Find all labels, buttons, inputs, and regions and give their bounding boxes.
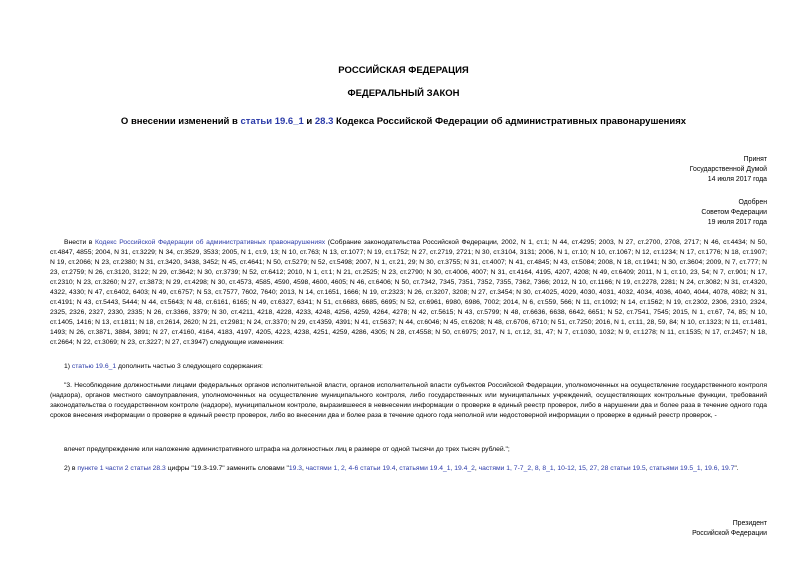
item1-suffix: дополнить частью 3 следующего содержания:: [116, 363, 263, 370]
approved-line2: Советом Федерации: [701, 209, 767, 216]
item1-prefix: 1): [64, 363, 72, 370]
item2-link-19-5-1[interactable]: статьями 19.5_1, 19.6, 19.7: [649, 465, 735, 472]
subject-link-article-28-3[interactable]: 28.3: [314, 116, 334, 127]
accepted-date: 14 июля 2017 года: [707, 176, 767, 183]
item2-paragraph: [50, 464, 767, 474]
item1-link[interactable]: статью 19.6_1: [71, 363, 117, 370]
country-title: РОССИЙСКАЯ ФЕДЕРАЦИЯ: [338, 65, 469, 76]
item2-sep2: ,: [395, 465, 400, 472]
accepted-block: [690, 155, 767, 185]
approved-date: 19 июля 2017 года: [707, 219, 767, 226]
item2-link-19-5[interactable]: частями 1, 7-7_2, 8, 8_1, 10-12, 15, 27, 28 статьи 19.5: [478, 465, 646, 472]
item2-link-19-4-1[interactable]: статьями 19.4_1, 19.4_2: [399, 465, 475, 472]
item2-link-19-4[interactable]: частями 1, 2, 4-6 статьи 19.4: [305, 465, 396, 472]
subject-mid: и: [303, 116, 315, 127]
approved-block: [701, 198, 767, 228]
law-subject-title: [0, 116, 807, 127]
accepted-line2: Государственной Думой: [689, 166, 767, 173]
item1-paragraph: [50, 362, 767, 372]
accepted-line1: Принят: [743, 156, 767, 163]
item2-mid: цифры "19.3-19.7" заменить словами ": [165, 465, 289, 472]
item2-sep3: ,: [474, 465, 479, 472]
item2-end: ".: [734, 465, 739, 472]
item2-sep1: ,: [302, 465, 306, 472]
item2-link-19-3[interactable]: 19.3: [288, 465, 303, 472]
item2-sep4: ,: [645, 465, 650, 472]
subject-suffix: Кодекса Российской Федерации об административных правонарушениях: [333, 116, 687, 127]
signature-title: Президент: [732, 520, 767, 527]
signature-country: Российской Федерации: [692, 530, 767, 537]
quoted-part-3: "3. Несоблюдение должностными лицами федеральных органов исполнительной власти, органов исполнительной власти субъектов Российской Федерации, уполномоченных на осуществление государственного контроля (надзора), органов местного самоуправления, уполномоченных на осуществление муниципального контроля, либо государственных или муниципальных учреждений, осуществляющих контрольные функции, требований законодательства о государственном контроле (надзоре), муниципальном контроле, выразившееся в невнесении информации о проверке в единый реестр проверок, либо в нарушении два и более раза в течение одного года сроков внесения информации о проверке в единый реестр проверок, либо во внесении два и более раза в течение одного года неполной или недостоверной информации о проверке в единый реестр проверок, -: [50, 382, 767, 419]
approved-line1: Одобрен: [738, 199, 767, 206]
code-link[interactable]: Кодекс Российской Федерации об административных правонарушениях: [94, 239, 326, 246]
signature-block: [692, 519, 767, 539]
subject-prefix: О внесении изменений в: [120, 116, 241, 127]
intro-sources: (Собрание законодательства Российской Федерации, 2002, N 1, ст.1; N 44, ст.4295; 2003, N 27, ст.2700, 2708, 2717; N 46, ст.4434; N 50, ст.4847, 4855; 2004, N 31, ст.3229; N 34, ст.3529, 3533; 2005, N 1, ст.9, 13; N 10, ст.763; N 13, ст.1077; N 19, ст.1752; N 27, ст.2719, 2721; N 30, ст.3104, 3131; 2006, N 1, ст.10; N 10, ст.1067; N 12, ст.1234; N 17, ст.1776; N 18, ст.1907; N 19, ст.2066; N 23, ст.2380; N 31, ст.3420, 3438, 3452; N 45, ст.4641; N 50, ст.5279; N 52, ст.5498; 2007, N 1, ст.21, 29; N 30, ст.3755; N 31, ст.4007; N 41, ст.4845; N 43, ст.5084; 2008, N 18, ст.1941; N 30, ст.3604; 2009, N 7, ст.777; N 23, ст.2759; N 26, ст.3120, 3122; N 29, ст.3642; N 30, ст.3739; N 52, ст.6412; 2010, N 1, ст.1; N 21, ст.2525; N 23, ст.2790; N 30, ст.4006, 4007; N 31, ст.4164, 4195, 4207, 4208; N 49, ст.6409; 2011, N 1, ст.10, 23, 54; N 7, ст.901; N 17, ст.2310; N 23, ст.3260; N 27, ст.3873; N 29, ст.4298; N 30, ст.4573, 4585, 4590, 4598, 4600, 4605; N 46, ст.6406; N 50, ст.7342, 7345, 7351, 7352, 7355, 7362, 7366; 2012, N 10, ст.1166; N 19, ст.2278, 2281; N 24, ст.3082; N 31, ст.4320, 4322, 4330; N 47, ст.6402, 6403; N 49, ст.6757; N 53, ст.7577, 7602, 7640; 2013, N 14, ст.1651, 1666; N 19, ст.2323; N 26, ст.3207, 3208; N 27, ст.3454; N 30, ст.4025, 4029, 4030, 4031, 4032, 4034, 4036, 4040, 4044, 4078, 4082; N 31, ст.4191; N 43, ст.5443, 5444; N 44, ст.5643; N 48, ст.6161, 6165; N 49, ст.6327, 6341; N 51, ст.6683, 6685, 6695; N 52, ст.6961, 6980, 6986, 7002; 2014, N 6, ст.559, 566; N 11, ст.1092; N 14, ст.1562; N 19, ст.2302, 2306, 2310, 2324, 2325, 2326, 2327, 2330, 2335; N 26, ст.3366, 3379; N 30, ст.4211, 4218, 4228, 4233, 4248, 4256, 4259, 4264, 4278; N 42, ст.5615; N 43, ст.5799; N 48, ст.6636, 6638, 6642, 6651; N 52, ст.7541, 7545; 2015, N 1, ст.67, 74, 85; N 10, ст.1405, 1416; N 13, ст.1811; N 18, ст.2614, 2620; N 21, ст.2981; N 24, ст.3370; N 29, ст.4359, 4391; N 41, ст.5637; N 44, ст.6046; N 45, ст.6208; N 48, ст.6706, 6710; N 51, ст.7250; 2016, N 1, ст.11, 28, 59, 84; N 10, ст.1323; N 11, ст.1481, 1493; N 26, ст.3871, 3884, 3891; N 27, ст.4160, 4164, 4183, 4197, 4205, 4223, 4238, 4251, 4259, 4286, 4305; N 28, ст.4558; N 50, ст.6975; 2017, N 1, ст.12, 31, 47; N 7, ст.1030, 1032; N 9, ст.1278; N 11, ст.1535; N 17, ст.2457; N 18, ст.2664; N 22, ст.3069; N 23, ст.3227; N 27, ст.3947) следующие изменения:: [50, 239, 767, 346]
intro-paragraph: [50, 238, 767, 348]
intro-lead: Внести в: [64, 239, 95, 246]
item2-prefix: 2) в: [64, 465, 78, 472]
law-type-title: ФЕДЕРАЛЬНЫЙ ЗАКОН: [347, 88, 460, 99]
quoted-penalty: влечет предупреждение или наложение административного штрафа на должностных лиц в размере от одной тысячи до трех тысяч рублей.";: [64, 446, 510, 453]
item2-link-28-3[interactable]: пункте 1 части 2 статьи 28.3: [77, 465, 166, 472]
subject-link-article-19-6-1[interactable]: статьи 19.6_1: [240, 116, 304, 127]
